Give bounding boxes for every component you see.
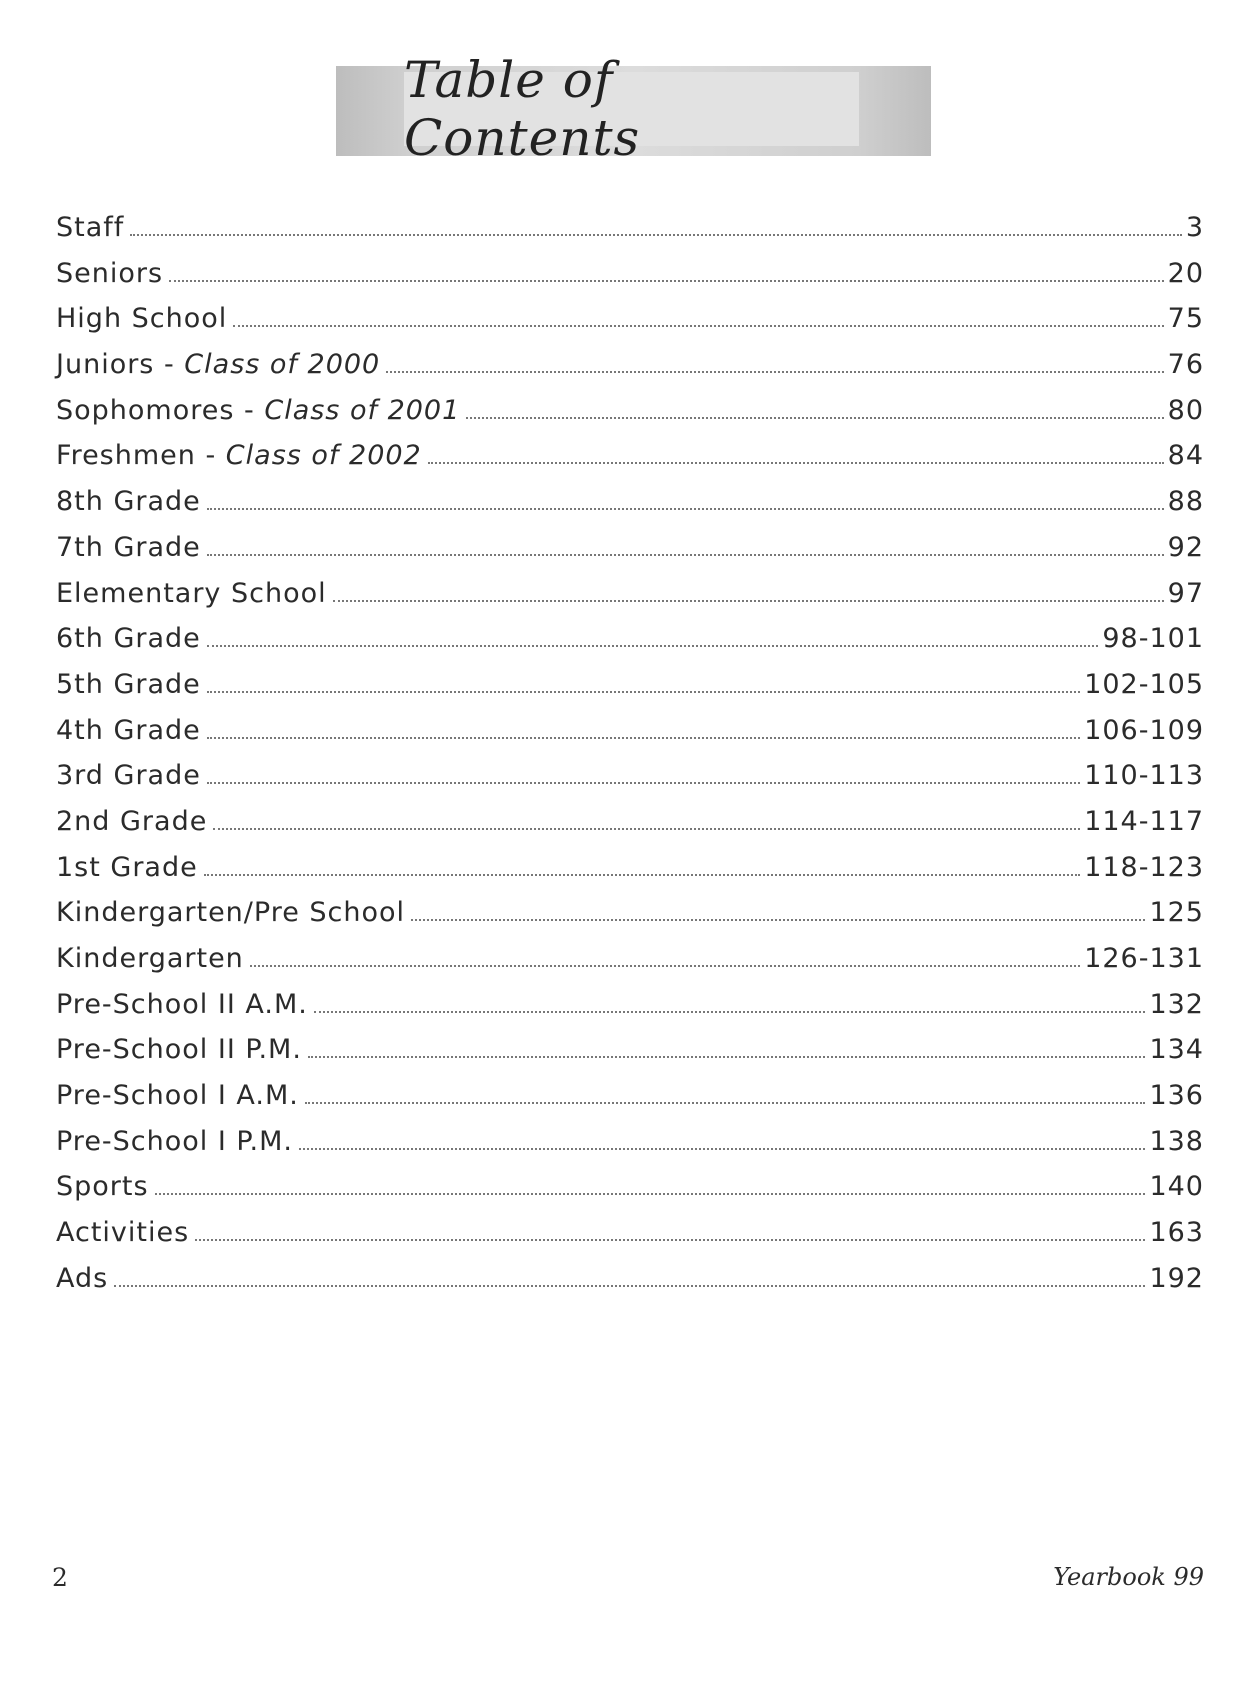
toc-entry[interactable] bbox=[56, 1263, 1204, 1309]
toc-entry-subtitle: Class of 2001 bbox=[264, 394, 461, 426]
toc-entry-title bbox=[56, 623, 201, 654]
toc-entry-page: 138 bbox=[1149, 1125, 1204, 1157]
dot-leader bbox=[207, 691, 1080, 693]
dot-leader bbox=[411, 919, 1145, 921]
dot-leader bbox=[169, 280, 1164, 282]
toc-entry-page: 80 bbox=[1167, 394, 1204, 426]
toc-entry[interactable] bbox=[56, 715, 1204, 761]
toc-entry[interactable] bbox=[56, 1034, 1204, 1080]
toc-entry[interactable] bbox=[56, 1080, 1204, 1126]
toc-entry-title bbox=[56, 258, 163, 289]
toc-entry-label: Juniors - bbox=[56, 349, 185, 381]
toc-entry[interactable] bbox=[56, 395, 1204, 441]
dot-leader bbox=[195, 1239, 1145, 1241]
toc-entry-label: 7th Grade bbox=[56, 531, 201, 563]
toc-entry-page: 163 bbox=[1149, 1217, 1204, 1249]
toc-entry[interactable] bbox=[56, 212, 1204, 258]
toc-entry-title bbox=[56, 897, 405, 928]
toc-entry[interactable] bbox=[56, 852, 1204, 898]
toc-entry[interactable] bbox=[56, 532, 1204, 578]
toc-entry-page: 20 bbox=[1167, 257, 1204, 289]
toc-entry-title bbox=[56, 303, 227, 334]
dot-leader bbox=[386, 371, 1163, 373]
page-title: Table of Contents bbox=[404, 51, 641, 167]
toc-entry[interactable] bbox=[56, 760, 1204, 806]
toc-entry-title bbox=[56, 715, 201, 746]
table-of-contents bbox=[56, 212, 1204, 1309]
toc-entry[interactable] bbox=[56, 258, 1204, 304]
dot-leader bbox=[155, 1193, 1146, 1195]
toc-entry-label: Sports bbox=[56, 1171, 149, 1203]
toc-entry-title bbox=[56, 669, 201, 700]
toc-entry-page: 98-101 bbox=[1102, 623, 1204, 655]
dot-leader bbox=[314, 1011, 1146, 1013]
toc-entry[interactable] bbox=[56, 989, 1204, 1035]
toc-entry-label: Ads bbox=[56, 1262, 109, 1294]
dot-leader bbox=[466, 417, 1163, 419]
toc-entry-page: 134 bbox=[1149, 1034, 1204, 1066]
toc-entry-title bbox=[56, 440, 422, 471]
toc-entry-page: 125 bbox=[1149, 897, 1204, 929]
toc-entry[interactable] bbox=[56, 1126, 1204, 1172]
toc-entry-label: Kindergarten bbox=[56, 943, 244, 974]
toc-entry-page: 102-105 bbox=[1084, 668, 1204, 700]
footer-publication-title: Yearbook 99 bbox=[1053, 1563, 1204, 1591]
toc-entry[interactable] bbox=[56, 578, 1204, 624]
toc-entry-label: Elementary School bbox=[56, 577, 327, 609]
toc-entry-page: 110-113 bbox=[1084, 760, 1204, 792]
toc-entry[interactable] bbox=[56, 623, 1204, 669]
toc-entry-title bbox=[56, 1080, 299, 1111]
toc-entry-page: 88 bbox=[1167, 486, 1204, 518]
toc-entry-label: 1st Grade bbox=[56, 851, 198, 883]
toc-entry-title bbox=[56, 349, 380, 380]
toc-entry-title bbox=[56, 806, 207, 837]
toc-entry-label: 8th Grade bbox=[56, 486, 201, 518]
toc-entry-label: 3rd Grade bbox=[56, 760, 201, 792]
toc-entry[interactable] bbox=[56, 669, 1204, 715]
toc-entry[interactable] bbox=[56, 486, 1204, 532]
toc-entry-label: Pre-School II P.M. bbox=[56, 1034, 302, 1066]
toc-entry-subtitle: Class of 2002 bbox=[225, 440, 422, 472]
toc-entry-title bbox=[56, 852, 198, 883]
toc-entry-title bbox=[56, 1171, 149, 1202]
toc-entry-title bbox=[56, 760, 201, 791]
dot-leader bbox=[213, 828, 1080, 830]
toc-entry[interactable] bbox=[56, 897, 1204, 943]
page-number: 2 bbox=[52, 1563, 68, 1592]
dot-leader bbox=[233, 325, 1163, 327]
toc-entry-page: 132 bbox=[1149, 988, 1204, 1020]
toc-entry-page: 114-117 bbox=[1084, 805, 1204, 837]
toc-entry-label: Sophomores - bbox=[56, 394, 265, 426]
toc-entry-page: 118-123 bbox=[1084, 851, 1204, 883]
dot-leader bbox=[333, 600, 1164, 602]
toc-entry-label: Pre-School II A.M. bbox=[56, 988, 308, 1020]
toc-entry[interactable] bbox=[56, 806, 1204, 852]
toc-entry[interactable] bbox=[56, 1217, 1204, 1263]
toc-entry-title bbox=[56, 989, 308, 1020]
dot-leader bbox=[299, 1148, 1145, 1150]
toc-entry-label: 2nd Grade bbox=[56, 805, 208, 837]
toc-entry-page: 76 bbox=[1167, 349, 1204, 381]
toc-entry-page: 97 bbox=[1167, 577, 1204, 609]
toc-entry-page: 3 bbox=[1185, 212, 1204, 243]
toc-entry[interactable] bbox=[56, 1171, 1204, 1217]
toc-entry-title bbox=[56, 1217, 189, 1248]
toc-entry-label: High School bbox=[56, 303, 228, 335]
toc-entry-title bbox=[56, 1034, 302, 1065]
toc-entry-title bbox=[56, 395, 460, 426]
toc-entry-label: 4th Grade bbox=[56, 714, 201, 746]
toc-entry[interactable] bbox=[56, 440, 1204, 486]
dot-leader bbox=[207, 782, 1080, 784]
toc-entry-page: 192 bbox=[1149, 1262, 1204, 1294]
toc-entry-page: 136 bbox=[1149, 1080, 1204, 1112]
toc-entry-title bbox=[56, 1126, 293, 1157]
title-banner bbox=[336, 51, 931, 167]
toc-entry[interactable] bbox=[56, 943, 1204, 989]
toc-entry-title bbox=[56, 943, 244, 974]
dot-leader bbox=[207, 554, 1164, 556]
toc-entry-page: 106-109 bbox=[1084, 714, 1204, 746]
toc-entry-label: Staff bbox=[56, 212, 125, 243]
toc-entry-page: 75 bbox=[1167, 303, 1204, 335]
toc-entry-page: 84 bbox=[1167, 440, 1204, 472]
toc-entry-title bbox=[56, 1263, 108, 1294]
title-panel bbox=[404, 51, 859, 167]
toc-entry-title bbox=[56, 486, 201, 517]
toc-entry-page: 92 bbox=[1167, 531, 1204, 563]
dot-leader bbox=[204, 874, 1080, 876]
toc-entry-label: 5th Grade bbox=[56, 668, 201, 700]
dot-leader bbox=[114, 1285, 1145, 1287]
toc-entry-label: Pre-School I A.M. bbox=[56, 1080, 299, 1112]
toc-entry-title bbox=[56, 578, 327, 609]
toc-entry-label: Seniors bbox=[56, 257, 164, 289]
toc-entry-label: Pre-School I P.M. bbox=[56, 1125, 293, 1157]
toc-entry-label: Activities bbox=[56, 1217, 190, 1249]
toc-entry-page: 126-131 bbox=[1084, 943, 1204, 974]
toc-entry-title bbox=[56, 532, 201, 563]
toc-entry-label: Freshmen - bbox=[56, 440, 226, 472]
dot-leader bbox=[207, 737, 1080, 739]
dot-leader bbox=[428, 462, 1164, 464]
dot-leader bbox=[130, 234, 1182, 236]
toc-entry-page: 140 bbox=[1149, 1171, 1204, 1203]
dot-leader bbox=[207, 508, 1164, 510]
toc-entry-subtitle: Class of 2000 bbox=[184, 349, 381, 381]
dot-leader bbox=[305, 1102, 1146, 1104]
toc-entry-title bbox=[56, 212, 124, 243]
toc-entry-label: Kindergarten/Pre School bbox=[56, 897, 406, 929]
toc-entry[interactable] bbox=[56, 349, 1204, 395]
toc-entry[interactable] bbox=[56, 303, 1204, 349]
dot-leader bbox=[207, 645, 1099, 647]
toc-entry-label: 6th Grade bbox=[56, 623, 201, 655]
dot-leader bbox=[308, 1056, 1146, 1058]
dot-leader bbox=[250, 965, 1080, 967]
